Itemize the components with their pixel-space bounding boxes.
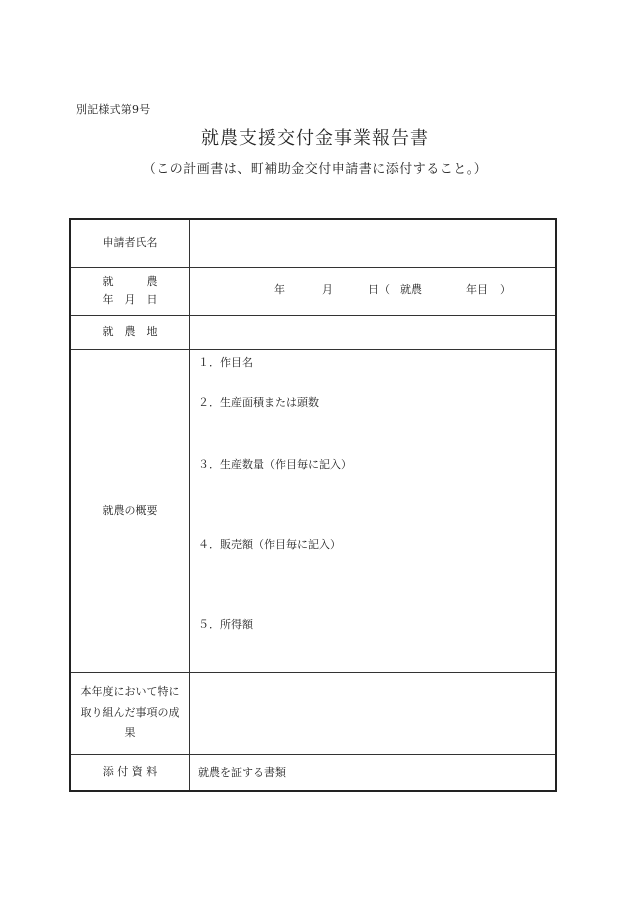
attachments-field[interactable]: 就農を証する書類	[190, 754, 557, 791]
overview-field[interactable]	[190, 349, 557, 672]
report-table	[69, 218, 557, 792]
overview-item-income: ５．所得額	[198, 617, 253, 631]
row-applicant	[70, 219, 556, 267]
start-date-close-paren: ）	[500, 283, 511, 296]
overview-item-sales: ４．販売額（作目毎に記入）	[198, 537, 341, 551]
attachments-label: 添 付 資 料	[70, 754, 190, 791]
document-title: 就農支援交付金事業報告書	[201, 128, 429, 149]
row-start-date	[70, 267, 556, 315]
start-date-month-unit: 月	[322, 283, 333, 296]
start-date-year-unit: 年	[274, 283, 285, 296]
farm-location-label: 就 農 地	[70, 315, 190, 349]
row-attachments	[70, 754, 556, 791]
start-date-field[interactable]	[190, 267, 557, 315]
start-date-day-unit: 日（	[368, 283, 390, 296]
farm-location-field[interactable]	[190, 315, 557, 349]
start-date-label-line1: 就 農	[102, 275, 158, 289]
document-subtitle: （この計画書は、町補助金交付申請書に添付すること。）	[142, 162, 488, 177]
row-farm-location	[70, 315, 556, 349]
start-date-years-unit: 年目	[466, 283, 488, 296]
overview-item-area: ２．生産面積または頭数	[198, 395, 319, 409]
applicant-label: 申請者氏名	[70, 219, 190, 267]
results-label-line3: 果	[124, 726, 136, 740]
overview-label: 就農の概要	[70, 349, 190, 672]
overview-item-crop: １．作目名	[198, 355, 253, 369]
results-label-line1: 本年度において特に	[80, 684, 180, 698]
form-number: 別記様式第9号	[76, 103, 151, 116]
results-field[interactable]	[190, 672, 557, 754]
row-results	[70, 672, 556, 754]
overview-item-quantity: ３．生産数量（作目毎に記入）	[198, 457, 352, 471]
results-label-line2: 取り組んだ事項の成	[80, 705, 180, 719]
start-date-farming-word: 就農	[400, 283, 422, 296]
start-date-label-line2: 年 月 日	[102, 293, 158, 306]
results-label	[70, 672, 190, 754]
applicant-field[interactable]	[190, 219, 557, 267]
row-overview	[70, 349, 556, 672]
start-date-label	[70, 267, 190, 315]
